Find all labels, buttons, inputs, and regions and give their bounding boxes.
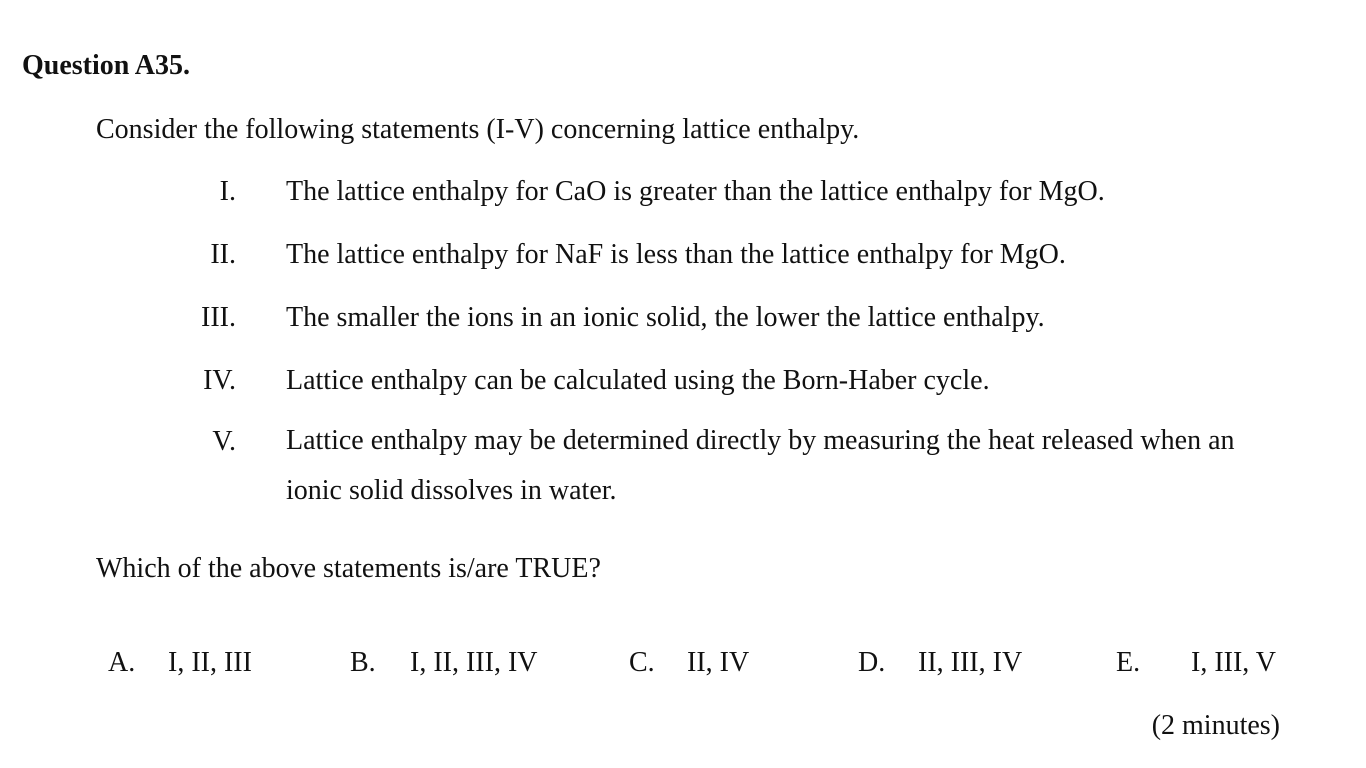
option-letter: C. (629, 647, 655, 678)
statement-text-ii: The lattice enthalpy for NaF is less than the lattice enthalpy for MgO. (286, 239, 1066, 270)
statement-number-ii: II. (210, 239, 236, 270)
option-letter: B. (350, 647, 376, 678)
question-intro: Consider the following statements (I-V) concerning lattice enthalpy. (96, 114, 860, 145)
statement-text-i: The lattice enthalpy for CaO is greater than the lattice enthalpy for MgO. (286, 176, 1105, 207)
question-prompt: Which of the above statements is/are TRUE? (96, 553, 601, 584)
statement-number-iv: IV. (203, 365, 236, 396)
option-value: I, II, III (168, 647, 252, 678)
option-value: I, II, III, IV (410, 647, 538, 678)
option-letter: D. (858, 647, 886, 678)
time-allowance: (2 minutes) (1151, 710, 1280, 741)
option-value: I, III, V (1191, 647, 1277, 678)
question-title: Question A35. (22, 50, 191, 81)
statement-number-i: I. (219, 176, 236, 207)
option-value: II, IV (687, 647, 750, 678)
statement-number-iii: III. (201, 302, 236, 333)
statement-text-iv: Lattice enthalpy can be calculated using the Born-Haber cycle. (286, 365, 990, 396)
statement-text-v: Lattice enthalpy may be determined directly by measuring the heat released when an ionic solid dissolves in water. (286, 425, 1235, 506)
option-letter: E. (1116, 647, 1141, 678)
statement-text-iii: The smaller the ions in an ionic solid, the lower the lattice enthalpy. (286, 302, 1045, 333)
option-value: II, III, IV (918, 647, 1023, 678)
statement-number-v: V. (212, 426, 236, 457)
option-letter: A. (108, 647, 136, 678)
